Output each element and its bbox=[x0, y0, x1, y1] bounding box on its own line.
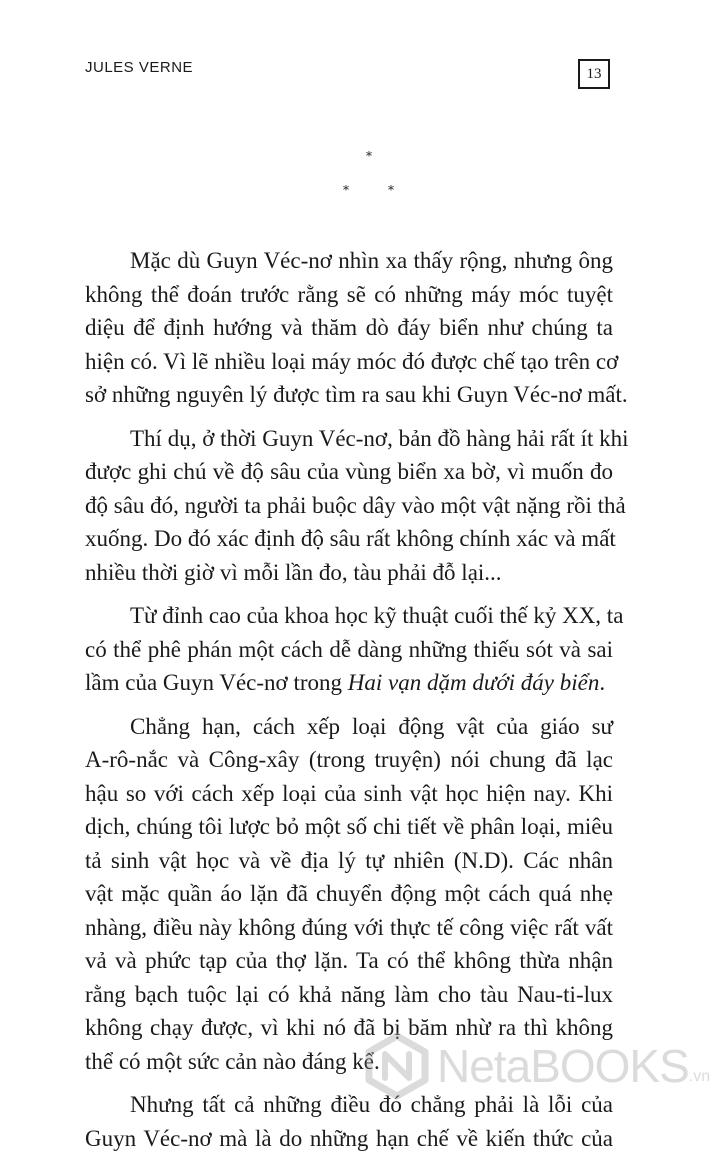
running-head-author: JULES VERNE bbox=[85, 59, 194, 76]
text-line: Mặc dù Guyn Véc-nơ nhìn xa thấy rộng, nhưng ông bbox=[130, 248, 613, 273]
text-line: Thí dụ, ở thời Guyn Véc-nơ, bản đồ hàng hải rất ít khi bbox=[130, 425, 629, 451]
book-title: Hai vạn dặm dưới đáy biển bbox=[347, 670, 600, 695]
text-line: vật mặc quần áo lặn đã chuyển động một cách quá nhẹ bbox=[85, 881, 613, 906]
paragraph-2 bbox=[85, 422, 629, 590]
text-line: lầm của Guyn Véc-nơ trong bbox=[85, 670, 348, 695]
paragraph-3 bbox=[85, 599, 624, 700]
text-line-with-title bbox=[85, 666, 613, 700]
text-line: không chạy được, vì khi nó đã bị băm nhừ ra thì không bbox=[85, 1015, 613, 1040]
page-number: 13 bbox=[586, 65, 602, 82]
separator-star-left: * bbox=[343, 183, 349, 197]
text-line: nhàng, điều này không đúng với thực tế công việc rất vất bbox=[85, 914, 613, 940]
text-line: không thể đoán trước rằng sẽ có những máy móc tuyệt bbox=[85, 281, 613, 307]
period: . bbox=[599, 670, 606, 695]
text-line: dịch, chúng tôi lược bỏ một số chi tiết về phân loại, miêu bbox=[85, 814, 613, 839]
text-line: hậu so với cách xếp loại của sinh vật học hiện nay. Khi bbox=[85, 780, 613, 806]
text-line: tả sinh vật học và về địa lý tự nhiên (N.D). Các nhân bbox=[85, 847, 613, 873]
paragraph-4 bbox=[85, 710, 613, 1079]
text-line: Guyn Véc-nơ mà là do những hạn chế về kiến thức của bbox=[85, 1125, 613, 1151]
page-number-box bbox=[578, 59, 610, 89]
text-line: Chẳng hạn, cách xếp loại động vật của giáo sư bbox=[130, 713, 613, 739]
text-line: diệu để định hướng và thăm dò đáy biển như chúng ta bbox=[85, 315, 613, 340]
text-line: Từ đỉnh cao của khoa học kỹ thuật cuối thế kỷ XX, ta bbox=[130, 603, 624, 628]
text-line: thể có một sức cản nào đáng kể. bbox=[85, 1048, 380, 1074]
text-line: hiện có. Vì lẽ nhiều loại máy móc đó được chế tạo trên cơ bbox=[85, 348, 619, 374]
text-line: vả và phức tạp của thợ lặn. Ta có thể không thừa nhận bbox=[85, 948, 613, 973]
text-line: Nhưng tất cả những điều đó chẳng phải là lỗi của bbox=[130, 1092, 613, 1117]
text-line: xuống. Do đó xác định độ sâu rất không chính xác và mất bbox=[85, 526, 616, 551]
text-line: nhiều thời giờ vì mỗi lần đo, tàu phải đỗ lại... bbox=[85, 559, 502, 585]
separator-star-right: * bbox=[388, 183, 394, 197]
text-line: A-rô-nắc và Công-xây (trong truyện) nói chung đã lạc bbox=[85, 747, 613, 772]
netabooks-logo-icon bbox=[363, 1032, 431, 1100]
watermark-brand: NetaBOOKS bbox=[437, 1040, 689, 1092]
text-line: độ sâu đó, người ta phải buộc dây vào một vật nặng rồi thả bbox=[85, 492, 626, 518]
text-line: được ghi chú về độ sâu của vùng biển xa bờ, vì muốn đo bbox=[85, 459, 613, 484]
text-line: sở những nguyên lý được tìm ra sau khi Guyn Véc-nơ mất. bbox=[85, 382, 628, 407]
watermark bbox=[363, 1026, 710, 1106]
text-line: có thể phê phán một cách dễ dàng những thiếu sót và sai bbox=[85, 636, 613, 662]
watermark-suffix: .vn bbox=[688, 1068, 710, 1085]
paragraph-1 bbox=[85, 244, 628, 412]
text-line: rằng bạch tuộc lại có khả năng làm cho tàu Nau-ti-lux bbox=[85, 981, 613, 1007]
separator-star-top: * bbox=[366, 149, 372, 163]
